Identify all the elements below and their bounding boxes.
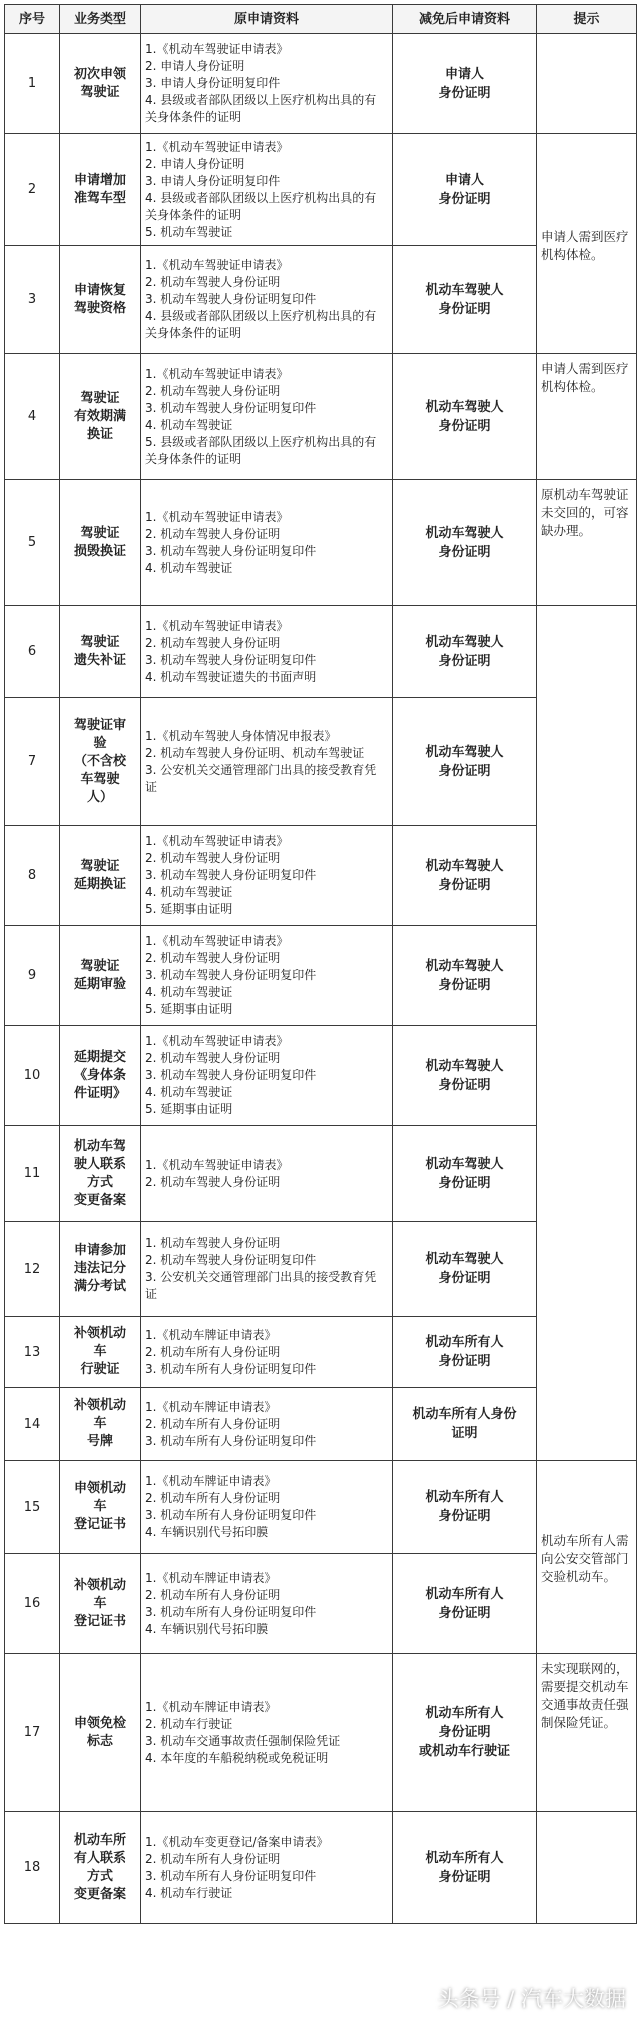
table-row [5, 134, 637, 246]
material-item: 2. 机动车驾驶人身份证明 [145, 851, 281, 865]
material-item: 5. 机动车驾驶证 [145, 224, 233, 239]
material-item: 2. 机动车行驶证 [145, 1716, 233, 1731]
table-row [5, 1461, 637, 1554]
original-materials [141, 1126, 393, 1222]
material-item: 2. 机动车所有人身份证明 [145, 1851, 281, 1866]
row-number: 1 [5, 34, 60, 134]
original-materials [141, 1554, 393, 1654]
material-item: 5. 延期事由证明 [145, 1002, 233, 1016]
material-item: 3. 机动车所有人身份证明复印件 [145, 1868, 317, 1883]
material-item: 2. 机动车驾驶人身份证明、机动车驾驶证 [145, 745, 365, 760]
material-item: 1.《机动车驾驶证申请表》 [145, 509, 289, 524]
original-materials [141, 698, 393, 826]
business-type: 延期提交 《身体条 件证明》 [60, 1026, 141, 1126]
business-type: 驾驶证审 验 （不含校 车驾驶 人） [60, 698, 141, 826]
row-number: 14 [5, 1388, 60, 1461]
business-type: 驾驶证 遗失补证 [60, 606, 141, 698]
material-item: 1.《机动车变更登记/备案申请表》 [145, 1834, 329, 1849]
material-item: 2. 申请人身份证明 [145, 156, 245, 171]
reduced-materials: 申请人 身份证明 [393, 134, 537, 246]
material-item: 5. 延期事由证明 [145, 902, 233, 916]
table-body [5, 34, 637, 1924]
material-item: 2. 机动车驾驶人身份证明 [145, 951, 281, 965]
reduced-materials: 机动车驾驶人 身份证明 [393, 354, 537, 480]
business-type: 补领机动 车 号牌 [60, 1388, 141, 1461]
material-item: 4. 县级或者部队团级以上医疗机构出具的有关身体条件的证明 [145, 93, 377, 124]
header-no: 序号 [5, 5, 60, 34]
material-item: 3. 申请人身份证明复印件 [145, 173, 281, 188]
header-orig: 原申请资料 [141, 5, 393, 34]
material-item: 5. 延期事由证明 [145, 1102, 233, 1116]
tip-cell: 申请人需到医疗机构体检。 [537, 134, 637, 354]
original-materials [141, 1812, 393, 1924]
row-number: 16 [5, 1554, 60, 1654]
reduced-materials: 机动车所有人 身份证明 或机动车行驶证 [393, 1654, 537, 1812]
reduced-materials: 申请人 身份证明 [393, 34, 537, 134]
material-item: 4. 车辆识别代号拓印膜 [145, 1525, 269, 1539]
original-materials [141, 1388, 393, 1461]
material-item: 4. 机动车驾驶证 [145, 560, 233, 575]
material-item: 3. 机动车驾驶人身份证明复印件 [145, 968, 317, 982]
material-item: 4. 机动车驾驶证 [145, 1085, 233, 1099]
row-number: 12 [5, 1222, 60, 1317]
material-item: 2. 机动车驾驶人身份证明 [145, 275, 281, 289]
reduced-materials: 机动车所有人 身份证明 [393, 1461, 537, 1554]
material-item: 4. 机动车驾驶证 [145, 417, 233, 432]
business-type: 机动车驾 驶人联系 方式 变更备案 [60, 1126, 141, 1222]
watermark: 头条号 / 汽车大数据 [437, 1987, 626, 2011]
material-item: 2. 机动车驾驶人身份证明 [145, 383, 281, 398]
original-materials [141, 926, 393, 1026]
material-item: 1.《机动车驾驶证申请表》 [145, 258, 289, 272]
business-type: 申请参加 违法记分 满分考试 [60, 1222, 141, 1317]
original-materials [141, 480, 393, 606]
header-row [5, 5, 637, 34]
material-item: 3. 申请人身份证明复印件 [145, 76, 281, 90]
reduced-materials: 机动车驾驶人 身份证明 [393, 1026, 537, 1126]
header-reduced: 减免后申请资料 [393, 5, 537, 34]
material-item: 1.《机动车驾驶证申请表》 [145, 1157, 289, 1172]
business-type: 申领机动 车 登记证书 [60, 1461, 141, 1554]
application-materials-table [4, 4, 637, 1924]
row-number: 6 [5, 606, 60, 698]
reduced-materials: 机动车所有人 身份证明 [393, 1812, 537, 1924]
material-item: 1.《机动车驾驶证申请表》 [145, 934, 289, 948]
business-type: 驾驶证 延期审验 [60, 926, 141, 1026]
tip-cell [537, 606, 637, 1461]
business-type: 补领机动 车 行驶证 [60, 1317, 141, 1388]
row-number: 2 [5, 134, 60, 246]
material-item: 3. 机动车驾驶人身份证明复印件 [145, 400, 317, 415]
row-number: 17 [5, 1654, 60, 1812]
material-item: 3. 机动车驾驶人身份证明复印件 [145, 652, 317, 667]
row-number: 7 [5, 698, 60, 826]
original-materials [141, 1026, 393, 1126]
material-item: 4. 车辆识别代号拓印膜 [145, 1621, 269, 1636]
material-item: 4. 县级或者部队团级以上医疗机构出具的有关身体条件的证明 [145, 190, 377, 222]
table-row [5, 1812, 637, 1924]
business-type: 申领免检 标志 [60, 1654, 141, 1812]
material-item: 2. 机动车驾驶人身份证明 [145, 1051, 281, 1065]
material-item: 1.《机动车牌证申请表》 [145, 1570, 277, 1585]
row-number: 5 [5, 480, 60, 606]
material-item: 4. 本年度的车船税纳税或免税证明 [145, 1750, 329, 1765]
material-item: 2. 机动车驾驶人身份证明 [145, 635, 281, 650]
material-item: 3. 机动车交通事故责任强制保险凭证 [145, 1733, 341, 1748]
business-type: 初次申领 驾驶证 [60, 34, 141, 134]
reduced-materials: 机动车驾驶人 身份证明 [393, 926, 537, 1026]
business-type: 驾驶证 损毁换证 [60, 480, 141, 606]
material-item: 1.《机动车驾驶人身体情况申报表》 [145, 728, 337, 743]
reduced-materials: 机动车驾驶人 身份证明 [393, 246, 537, 354]
material-item: 3. 机动车驾驶人身份证明复印件 [145, 543, 317, 558]
material-item: 1.《机动车驾驶证申请表》 [145, 618, 289, 633]
business-type: 申请恢复 驾驶资格 [60, 246, 141, 354]
material-item: 2. 机动车所有人身份证明 [145, 1344, 281, 1359]
material-item: 1.《机动车驾驶证申请表》 [145, 834, 289, 848]
business-type: 补领机动 车 登记证书 [60, 1554, 141, 1654]
table-row [5, 606, 637, 698]
tip-cell [537, 1812, 637, 1924]
reduced-materials: 机动车所有人 身份证明 [393, 1317, 537, 1388]
material-item: 2. 机动车所有人身份证明 [145, 1416, 281, 1431]
original-materials [141, 34, 393, 134]
material-item: 1.《机动车驾驶证申请表》 [145, 42, 289, 56]
material-item: 2. 机动车所有人身份证明 [145, 1587, 281, 1602]
material-item: 5. 县级或者部队团级以上医疗机构出具的有关身体条件的证明 [145, 434, 377, 466]
tip-cell: 申请人需到医疗机构体检。 [537, 354, 637, 480]
header-type: 业务类型 [60, 5, 141, 34]
material-item: 3. 机动车驾驶人身份证明复印件 [145, 1068, 317, 1082]
row-number: 8 [5, 826, 60, 926]
tip-cell: 机动车所有人需向公安交管部门交验机动车。 [537, 1461, 637, 1654]
material-item: 3. 公安机关交通管理部门出具的接受教育凭证 [145, 1270, 377, 1301]
material-item: 3. 机动车所有人身份证明复印件 [145, 1508, 317, 1522]
original-materials [141, 246, 393, 354]
business-type: 机动车所 有人联系 方式 变更备案 [60, 1812, 141, 1924]
reduced-materials: 机动车所有人身份 证明 [393, 1388, 537, 1461]
original-materials [141, 1317, 393, 1388]
material-item: 1.《机动车驾驶证申请表》 [145, 366, 289, 381]
original-materials [141, 1461, 393, 1554]
business-type: 申请增加 准驾车型 [60, 134, 141, 246]
material-item: 3. 机动车所有人身份证明复印件 [145, 1433, 317, 1448]
row-number: 11 [5, 1126, 60, 1222]
material-item: 3. 机动车所有人身份证明复印件 [145, 1604, 317, 1619]
material-item: 1.《机动车牌证申请表》 [145, 1399, 277, 1414]
row-number: 3 [5, 246, 60, 354]
original-materials [141, 606, 393, 698]
material-item: 4. 机动车驾驶证 [145, 985, 233, 999]
material-item: 4. 机动车驾驶证 [145, 885, 233, 899]
table-row [5, 354, 637, 480]
row-number: 9 [5, 926, 60, 1026]
row-number: 18 [5, 1812, 60, 1924]
material-item: 1. 机动车驾驶人身份证明 [145, 1236, 281, 1250]
material-item: 2. 机动车驾驶人身份证明 [145, 526, 281, 541]
material-item: 3. 公安机关交通管理部门出具的接受教育凭证 [145, 762, 377, 794]
material-item: 1.《机动车牌证申请表》 [145, 1699, 277, 1714]
material-item: 3. 机动车驾驶人身份证明复印件 [145, 292, 317, 306]
material-item: 4. 县级或者部队团级以上医疗机构出具的有关身体条件的证明 [145, 309, 377, 340]
reduced-materials: 机动车驾驶人 身份证明 [393, 480, 537, 606]
row-number: 13 [5, 1317, 60, 1388]
material-item: 3. 机动车驾驶人身份证明复印件 [145, 868, 317, 882]
tip-cell: 未实现联网的，需要提交机动车交通事故责任强制保险凭证。 [537, 1654, 637, 1812]
business-type: 驾驶证 延期换证 [60, 826, 141, 926]
table-row [5, 34, 637, 134]
material-item: 3. 机动车所有人身份证明复印件 [145, 1361, 317, 1376]
original-materials [141, 1654, 393, 1812]
material-item: 2. 机动车所有人身份证明 [145, 1491, 281, 1505]
row-number: 10 [5, 1026, 60, 1126]
material-item: 1.《机动车驾驶证申请表》 [145, 139, 289, 154]
material-item: 2. 申请人身份证明 [145, 59, 245, 73]
material-item: 2. 机动车驾驶人身份证明 [145, 1174, 281, 1189]
original-materials [141, 1222, 393, 1317]
reduced-materials: 机动车驾驶人 身份证明 [393, 1222, 537, 1317]
material-item: 1.《机动车牌证申请表》 [145, 1327, 277, 1342]
table-row [5, 1654, 637, 1812]
reduced-materials: 机动车驾驶人 身份证明 [393, 1126, 537, 1222]
reduced-materials: 机动车驾驶人 身份证明 [393, 698, 537, 826]
header-tip: 提示 [537, 5, 637, 34]
table-row [5, 480, 637, 606]
material-item: 1.《机动车驾驶证申请表》 [145, 1034, 289, 1048]
tip-cell [537, 34, 637, 134]
business-type: 驾驶证 有效期满 换证 [60, 354, 141, 480]
material-item: 4. 机动车行驶证 [145, 1885, 233, 1900]
row-number: 15 [5, 1461, 60, 1554]
tip-cell: 原机动车驾驶证未交回的，可容缺办理。 [537, 480, 637, 606]
material-item: 4. 机动车驾驶证遗失的书面声明 [145, 669, 317, 684]
original-materials [141, 354, 393, 480]
row-number: 4 [5, 354, 60, 480]
material-item: 2. 机动车驾驶人身份证明复印件 [145, 1253, 317, 1267]
original-materials [141, 826, 393, 926]
reduced-materials: 机动车驾驶人 身份证明 [393, 826, 537, 926]
material-item: 1.《机动车牌证申请表》 [145, 1474, 277, 1488]
original-materials [141, 134, 393, 246]
reduced-materials: 机动车所有人 身份证明 [393, 1554, 537, 1654]
reduced-materials: 机动车驾驶人 身份证明 [393, 606, 537, 698]
